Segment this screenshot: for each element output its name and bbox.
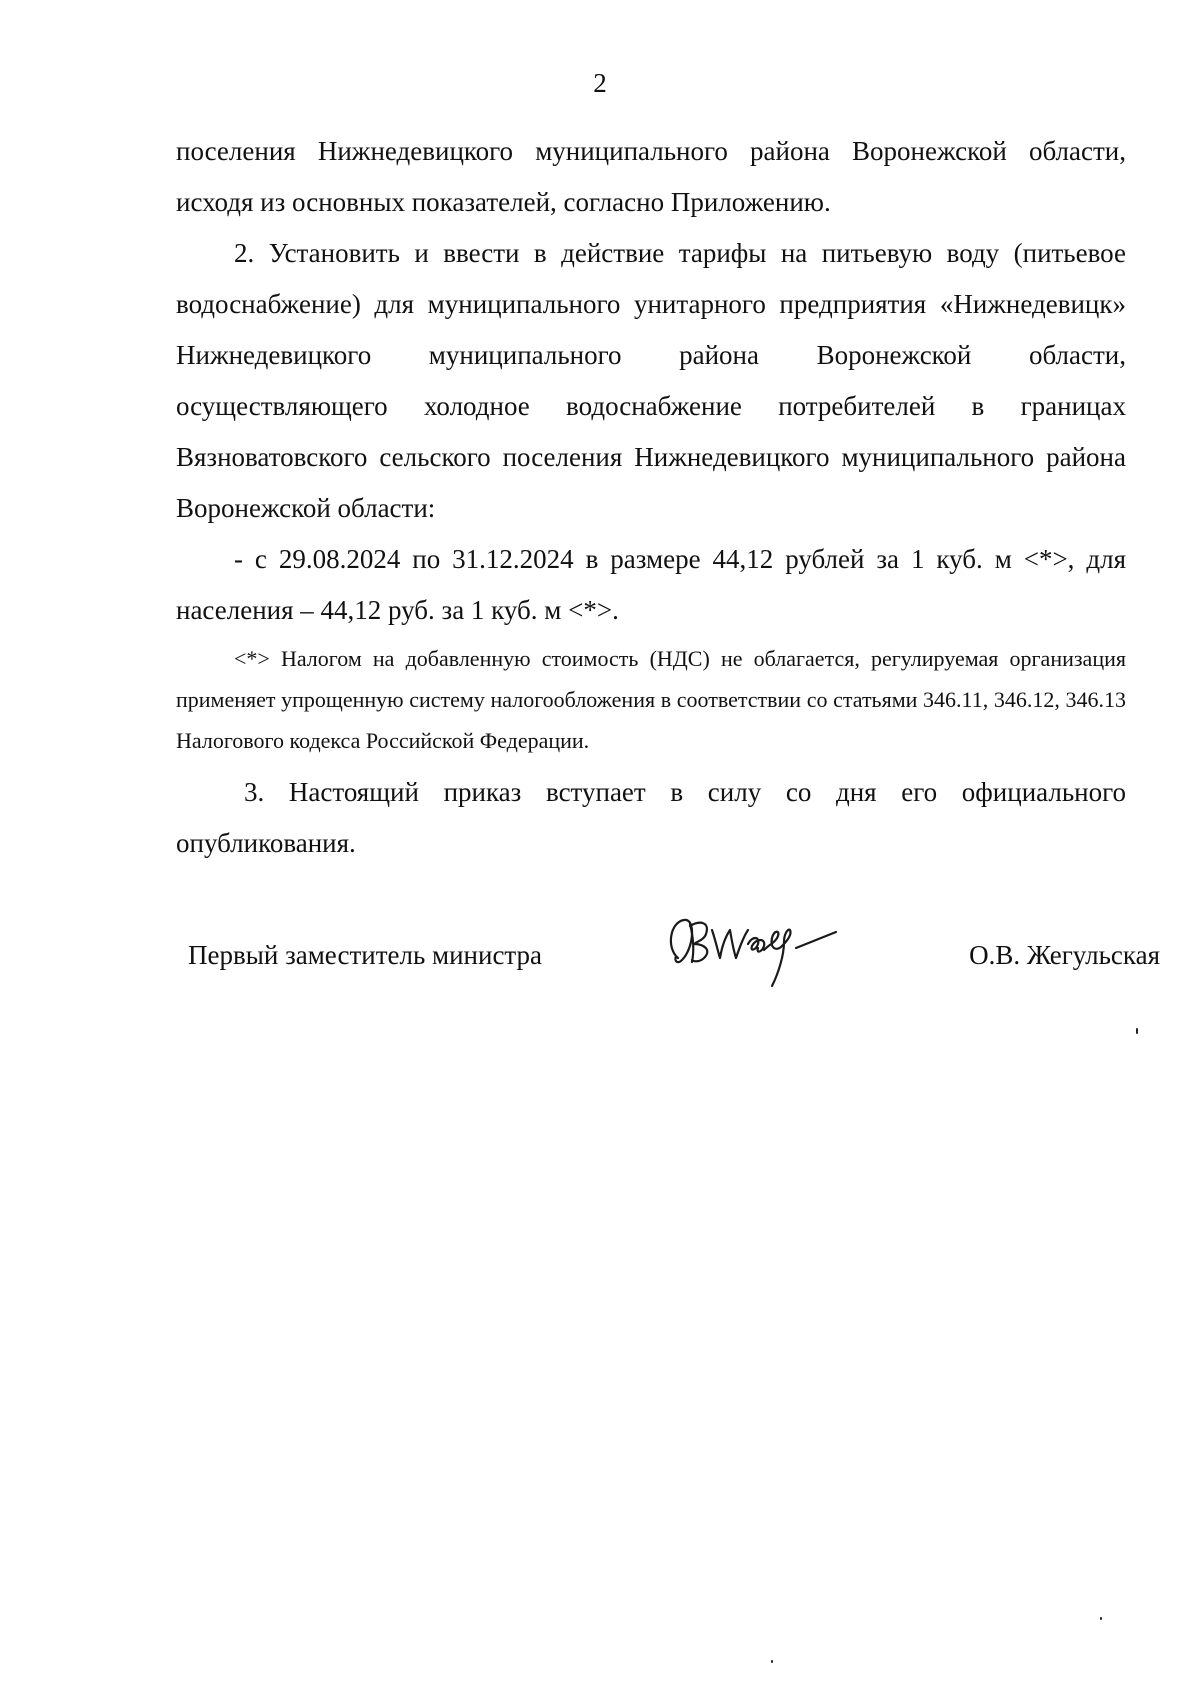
signature-block xyxy=(0,900,1200,1000)
scan-speck xyxy=(771,1660,773,1663)
scan-speck xyxy=(1136,1028,1138,1034)
footnote-vat: <*> Налогом на добавленную стоимость (НДС) не облагается, регулируемая организация применяет упрощенную систему налогообложения в соответствии со статьями 346.11, 346.12, 346.13 Налогового кодекса Российской Федерации. xyxy=(176,646,1126,753)
signer-title: Первый заместитель министра xyxy=(188,940,543,970)
page-number: 2 xyxy=(593,68,607,98)
document-body xyxy=(176,126,1126,869)
paragraph-item-3: 3. Настоящий приказ вступает в силу со дня его официального опубликования. xyxy=(176,777,1126,858)
handwritten-signature xyxy=(660,900,860,990)
signer-name: О.В. Жегульская xyxy=(969,940,1160,970)
scan-speck xyxy=(1100,1617,1102,1620)
paragraph-tariff-period: - с 29.08.2024 по 31.12.2024 в размере 44,12 рублей за 1 куб. м <*>, для населения – 44,12 руб. за 1 куб. м <*>. xyxy=(176,544,1126,625)
paragraph-item-2: 2. Установить и ввести в действие тарифы на питьевую воду (питьевое водоснабжение) для муниципального унитарного предприятия «Нижнедевицк» Нижнедевицкого муниципального района Воронежской области, осуществляющего холодное водоснабжение потребителей в границах Вязноватовского сельского поселения Нижнедевицкого муниципального района Воронежской области: xyxy=(176,238,1126,523)
paragraph-continuation: поселения Нижнедевицкого муниципального района Воронежской области, исходя из основных показателей, согласно Приложению. xyxy=(176,136,1126,217)
